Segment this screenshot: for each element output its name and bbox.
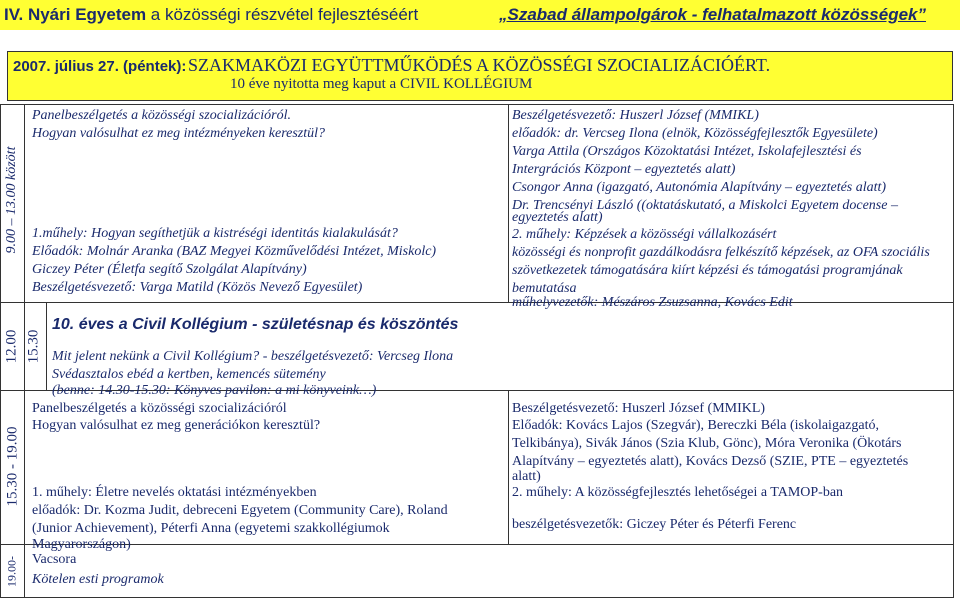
banner-date: 2007. július 27. (péntek): (13, 58, 187, 75)
noon-discussion: Mit jelent nekünk a Civil Kollégium? - beszélgetésvezető: Vercseg Ilona (52, 349, 454, 364)
morning-workshop1-moderator: Beszélgetésvezető: Varga Matild (Közös Nevező Egyesület) (32, 280, 363, 295)
afternoon-panel-question: Hogyan valósulhat ez meg generációkon keresztül? (32, 418, 321, 433)
grid-line (0, 104, 1, 598)
day-banner (7, 51, 953, 101)
evening-dinner: Vacsora (32, 552, 77, 567)
morning-workshop2-desc: bemutatása (512, 281, 577, 296)
banner-subtitle: 10 éve nyitotta meg kaput a CIVIL KOLLÉGIUM (230, 76, 533, 92)
morning-workshop2-desc: közösségi és nonprofit gazdálkodásra felkészítő képzések, az OFA szociális (512, 245, 930, 260)
morning-workshop1-speakers: Előadók: Molnár Aranka (BAZ Megyei Közművelődési Intézet, Miskolc) (32, 244, 437, 259)
morning-workshop1-title: 1.műhely: Hogyan segíthetjük a kistréségi identitás kialakulását? (32, 226, 398, 241)
afternoon-workshop1-speakers: Magyarországon) (32, 537, 131, 552)
noon-lunch: Svédasztalos ebéd a kertben, kemencés sütemény (52, 367, 326, 382)
header-event-name: IV. Nyári Egyetem (4, 5, 147, 24)
afternoon-moderator: Beszélgetésvezető: Huszerl József (MMIKL) (512, 401, 766, 416)
grid-line (24, 104, 954, 105)
time-evening: 19.00- (4, 556, 19, 587)
morning-speakers: előadók: dr. Vercseg Ilona (elnök, Közösségfejlesztők Egyesülete) (512, 126, 878, 141)
morning-speaker-line: Varga Attila (Országos Közoktatási Intézet, Iskolafejlesztési és (512, 144, 862, 159)
afternoon-workshop1-title: 1. műhely: Életre nevelés oktatási intézményekben (32, 485, 317, 500)
afternoon-speakers: alatt) (512, 469, 541, 484)
evening-programs: Kötelen esti programok (32, 572, 164, 587)
morning-speaker-line: Intergrációs Központ – egyeztetés alatt) (512, 162, 736, 177)
grid-line (46, 302, 47, 390)
morning-speaker-line: egyeztetés alatt) (512, 210, 603, 225)
header-event-title (4, 0, 418, 30)
schedule-table (0, 104, 960, 598)
grid-line (953, 104, 954, 598)
afternoon-workshop1-speakers: előadók: Dr. Kozma Judit, debreceni Egyetem (Community Care), Roland (32, 503, 448, 518)
header-motto: „Szabad állampolgárok - felhatalmazott közösségek” (498, 5, 926, 24)
morning-speaker-line: Csongor Anna (igazgató, Autonómia Alapítvány – egyeztetés alatt) (512, 180, 887, 195)
noon-book-pavilion: (benne: 14.30-15.30: Könyves pavilon: a mi könyveink…) (52, 383, 377, 398)
afternoon-workshop1-speakers: (Junior Achievement), Péterfi Anna (egyetemi szakkollégiumok (32, 521, 390, 536)
grid-line (0, 104, 25, 105)
header-event-subtitle: a közösségi részvétel fejlesztéséért (146, 5, 419, 24)
grid-line (0, 302, 954, 303)
banner-title: SZAKMAKÖZI EGYÜTTMŰKÖDÉS A KÖZÖSSÉGI SZOCIALIZÁCIÓÉRT. (188, 55, 771, 75)
time-noon-start: 12.00 (3, 329, 20, 364)
morning-moderator: Beszélgetésvezető: Huszerl József (MMIKL) (512, 108, 759, 123)
noon-title: 10. éves a Civil Kollégium - születésnap és köszöntés (52, 316, 459, 333)
grid-line (508, 390, 509, 544)
morning-workshop2-title: 2. műhely: Képzések a közösségi vállalkozásért (512, 227, 777, 242)
time-afternoon: 15.30 - 19.00 (4, 426, 21, 507)
afternoon-workshop2-title: 2. műhely: A közösségfejlesztés lehetőségei a TAMOP-ban (512, 485, 844, 500)
grid-line (0, 544, 954, 545)
page-header (0, 0, 960, 30)
morning-panel-title: Panelbeszélgetés a közösségi szocializációról. (32, 108, 291, 123)
morning-panel-question: Hogyan valósulhat ez meg intézményeken keresztül? (32, 126, 326, 141)
morning-workshop1-speaker2: Giczey Péter (Életfa segítő Szolgálat Alapítvány) (32, 262, 307, 277)
morning-speaker-line: Dr. Trencsényi László ((oktatáskutató, a Miskolci Egyetem docense – (512, 198, 898, 213)
grid-line (508, 104, 509, 302)
afternoon-panel-title: Panelbeszélgetés a közösségi szocializációról (32, 401, 287, 416)
morning-workshop2-leaders: műhelyvezetők: Mészáros Zsuzsanna, Kovács Edit (512, 295, 793, 310)
afternoon-workshop2-moderators: beszélgetésvezetők: Giczey Péter és Péterfi Ferenc (512, 517, 797, 532)
afternoon-speakers: Alapítvány – egyeztetés alatt), Kovács Dezső (SZIE, PTE – egyeztetés (512, 454, 909, 469)
time-noon-end: 15.30 (25, 329, 42, 364)
afternoon-speakers: Előadók: Kovács Lajos (Szegvár), Bereczki Béla (iskolaigazgató, (512, 418, 879, 433)
morning-workshop2-desc: szövetkezetek támogatására kiírt képzési és támogatási programjának (512, 263, 903, 278)
time-morning: 9.00 – 13.00 között (4, 146, 19, 254)
afternoon-speakers: Telkibánya), Sivák János (Szia Klub, Gönc), Móra Veronika (Ökotárs (512, 436, 902, 451)
